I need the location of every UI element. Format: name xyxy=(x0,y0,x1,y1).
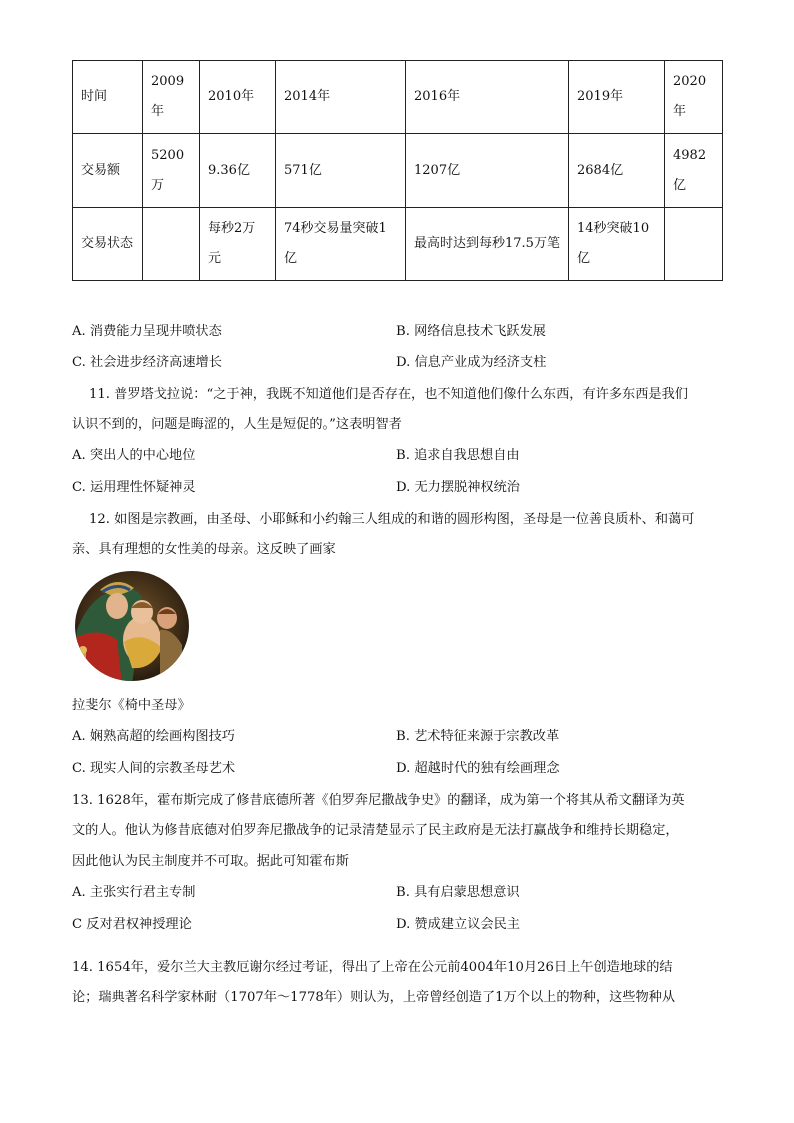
option-b[interactable]: B. 网络信息技术飞跃发展 xyxy=(396,324,546,339)
table-cell: 4982亿 xyxy=(665,134,723,208)
option-c[interactable]: C 反对君权神授理论 xyxy=(72,917,192,932)
question-13-stem-line-3: 因此他认为民主制度并不可取。据此可知霍布斯 xyxy=(72,854,349,869)
question-11-stem-line-1: 11. 普罗塔戈拉说：“之于神，我既不知道他们是否存在，也不知道他们像什么东西，有许多东西是我们 xyxy=(89,387,688,402)
question-13-stem-line-2: 文的人。他认为修昔底德对伯罗奔尼撒战争的记录清楚显示了民主政府是无法打赢战争和维持长期稳定， xyxy=(72,823,679,838)
q10-options-row-2 xyxy=(72,351,732,373)
table-cell: 74秒交易量突破1亿 xyxy=(276,208,406,281)
table-cell xyxy=(143,208,200,281)
table-cell: 2684亿 xyxy=(569,134,665,208)
option-d[interactable]: D. 赞成建立议会民主 xyxy=(396,917,520,932)
option-d[interactable]: D. 信息产业成为经济支柱 xyxy=(396,355,547,370)
question-11-stem-line-2: 认识不到的，问题是晦涩的，人生是短促的。”这表明智者 xyxy=(72,417,402,432)
table-cell: 1207亿 xyxy=(406,134,569,208)
option-d[interactable]: D. 超越时代的独有绘画理念 xyxy=(396,761,560,776)
question-12-stem-line-1: 12. 如图是宗教画，由圣母、小耶稣和小约翰三人组成的和谐的圆形构图，圣母是一位善良质朴、和蔼可 xyxy=(89,512,695,527)
table-cell: 5200万 xyxy=(143,134,200,208)
table-cell: 2019年 xyxy=(569,61,665,134)
table-cell: 9.36亿 xyxy=(200,134,276,208)
table-cell: 2016年 xyxy=(406,61,569,134)
table-cell: 2010年 xyxy=(200,61,276,134)
q10-options-row-1 xyxy=(72,320,732,342)
option-a[interactable]: A. 突出人的中心地位 xyxy=(72,448,196,463)
table-cell: 交易状态 xyxy=(73,208,143,281)
table-cell: 最高时达到每秒17.5万笔 xyxy=(406,208,569,281)
table-cell xyxy=(665,208,723,281)
option-a[interactable]: A. 娴熟高超的绘画构图技巧 xyxy=(72,729,235,744)
question-14-stem-line-2: 论；瑞典著名科学家林耐（1707年～1778年）则认为，上帝曾经创造了1万个以上的物种，这些物种从 xyxy=(72,990,676,1005)
option-a[interactable]: A. 消费能力呈现井喷状态 xyxy=(72,324,222,339)
table-cell: 交易额 xyxy=(73,134,143,208)
table-cell: 14秒突破10亿 xyxy=(569,208,665,281)
table-cell: 2014年 xyxy=(276,61,406,134)
q11-options-row-1 xyxy=(72,444,732,466)
table-cell: 2020年 xyxy=(665,61,723,134)
q11-options-row-2 xyxy=(72,476,732,498)
question-13-stem-line-1: 13. 1628年，霍布斯完成了修昔底德所著《伯罗奔尼撒战争史》的翻译，成为第一个将其从希文翻译为英 xyxy=(72,793,685,808)
q12-options-row-2 xyxy=(72,757,732,779)
painting-caption: 拉斐尔《椅中圣母》 xyxy=(72,698,191,713)
q12-options-row-1 xyxy=(72,725,732,747)
option-c[interactable]: C. 运用理性怀疑神灵 xyxy=(72,480,196,495)
option-b[interactable]: B. 具有启蒙思想意识 xyxy=(396,885,520,900)
table-cell: 2009年 xyxy=(143,61,200,134)
option-c[interactable]: C. 现实人间的宗教圣母艺术 xyxy=(72,761,236,776)
table-cell: 时间 xyxy=(73,61,143,134)
option-b[interactable]: B. 艺术特征来源于宗教改革 xyxy=(396,729,560,744)
q13-options-row-2 xyxy=(72,913,732,935)
option-a[interactable]: A. 主张实行君主专制 xyxy=(72,885,196,900)
question-14-stem-line-1: 14. 1654年，爱尔兰大主教厄谢尔经过考证，得出了上帝在公元前4004年10月26日上午创造地球的结 xyxy=(72,960,673,975)
transaction-table xyxy=(72,60,723,281)
option-d[interactable]: D. 无力摆脱神权统治 xyxy=(396,480,520,495)
option-b[interactable]: B. 追求自我思想自由 xyxy=(396,448,520,463)
table-cell: 571亿 xyxy=(276,134,406,208)
madonna-della-seggiola-painting xyxy=(72,570,190,684)
option-c[interactable]: C. 社会进步经济高速增长 xyxy=(72,355,222,370)
table-row xyxy=(73,134,723,208)
question-12-stem-line-2: 亲、具有理想的女性美的母亲。这反映了画家 xyxy=(72,542,336,557)
table-row xyxy=(73,208,723,281)
table-cell: 每秒2万元 xyxy=(200,208,276,281)
table-row xyxy=(73,61,723,134)
q13-options-row-1 xyxy=(72,881,732,903)
